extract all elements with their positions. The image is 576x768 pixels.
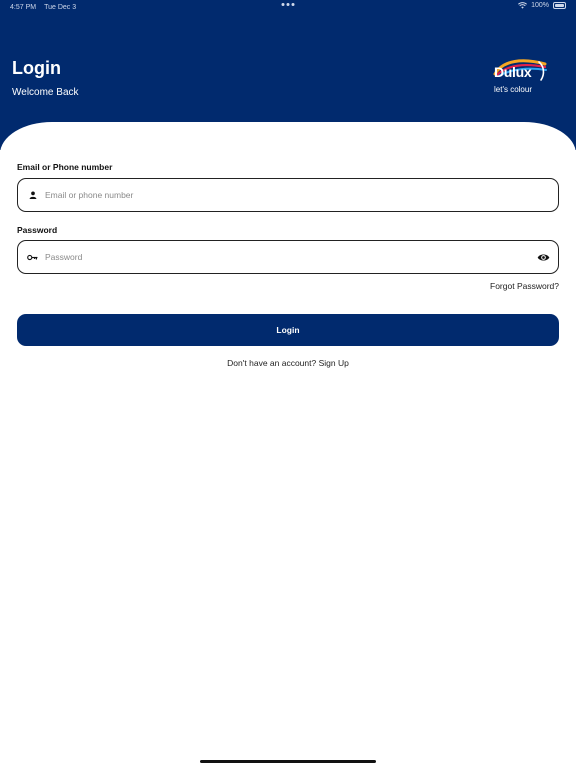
signup-link[interactable]: Don't have an account? Sign Up bbox=[227, 358, 349, 368]
dulux-logo bbox=[489, 56, 551, 98]
status-bar bbox=[0, 0, 576, 14]
page-subtitle: Welcome Back bbox=[12, 87, 79, 98]
password-label: Password bbox=[17, 225, 58, 235]
logo-wordmark: Dulux bbox=[494, 64, 532, 80]
home-indicator[interactable] bbox=[200, 760, 376, 763]
password-field[interactable] bbox=[17, 240, 559, 274]
page-title: Login bbox=[12, 58, 61, 78]
wifi-icon bbox=[518, 2, 527, 9]
email-label: Email or Phone number bbox=[17, 162, 113, 172]
forgot-password-link[interactable]: Forgot Password? bbox=[490, 281, 559, 291]
multitasking-dots-icon[interactable] bbox=[282, 3, 295, 6]
status-date: Tue Dec 3 bbox=[44, 3, 77, 11]
logo-tagline: let's colour bbox=[494, 85, 532, 94]
eye-icon[interactable] bbox=[528, 253, 558, 262]
key-icon bbox=[18, 254, 45, 261]
email-input[interactable] bbox=[45, 190, 558, 200]
battery-percent: 100% bbox=[531, 2, 549, 9]
password-input[interactable] bbox=[45, 252, 528, 262]
login-card bbox=[0, 122, 576, 768]
login-button[interactable]: Login bbox=[17, 314, 559, 346]
email-field[interactable] bbox=[17, 178, 559, 212]
battery-icon bbox=[553, 2, 566, 9]
person-icon bbox=[18, 191, 45, 199]
status-time: 4:57 PM bbox=[10, 3, 37, 11]
